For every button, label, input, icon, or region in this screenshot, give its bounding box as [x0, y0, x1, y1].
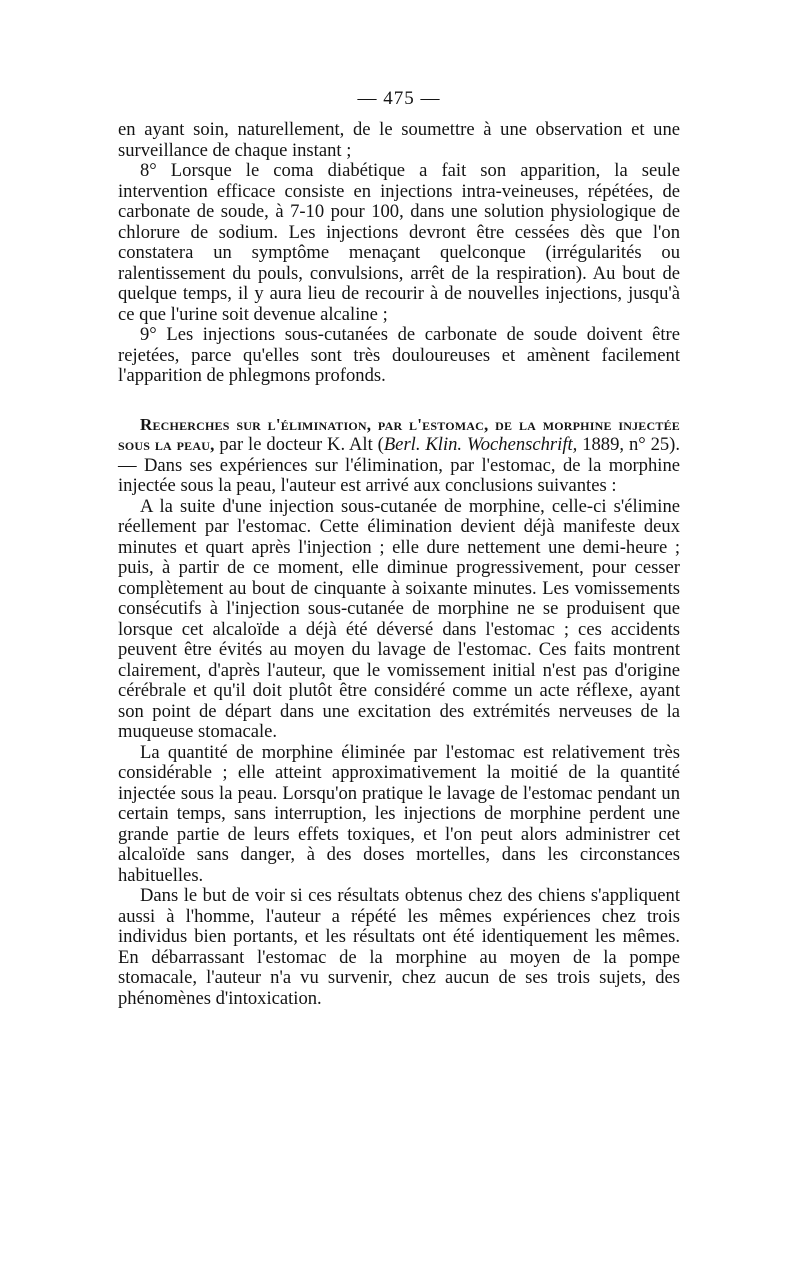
paragraph-quantity: La quantité de morphine éliminée par l'estomac est relativement très considérable ; elle atteint approximativement la moitié de la quantité injectée sous la peau. Lorsqu'on pratique le lavage de l'estomac pendant un certain temps, sans interruption, les injections de morphine perdent une grande partie de leurs effets toxiques, et l'on peut alors administrer cet alcaloïde sans danger, à des doses mortelles, dans les circonstances habituelles. — [118, 741, 680, 886]
article-heading: Recherches sur l'élimination, par l'estomac, de la morphine injectée sous la peau, — [118, 414, 680, 454]
page-number: — 475 — — [357, 88, 441, 109]
book-page — [118, 86, 680, 1009]
article-intro — [118, 415, 680, 497]
journal-name: Berl. Klin. Wochenschrift, — [383, 434, 578, 455]
article-byline: par le docteur K. Alt ( — [214, 434, 384, 455]
article-citation: 1889, n° 25). — Dans ses expériences sur l'élimination, par l'estomac, de la morphine injectée sous la peau, l'auteur est arrivé aux conclusions suivantes : — [118, 434, 680, 496]
paragraph-point-8: 8° Lorsque le coma diabétique a fait son apparition, la seule intervention efficace consiste en injections intra-veineuses, répétées, de carbonate de soude, à 7-10 pour 100, dans une solution physiologique de chlorure de sodium. Les injections devront être cessées dès que l'on constatera un symptôme menaçant quelconque (irrégularités ou ralentissement du pouls, convulsions, arrêt de la respiration). Au bout de quelque temps, il y aura lieu de recourir à de nouvelles injections, jusqu'à ce que l'urine soit devenue alcaline ; — [118, 160, 680, 325]
section-gap — [118, 387, 680, 415]
paragraph-human-trials: Dans le but de voir si ces résultats obtenus chez des chiens s'appliquent aussi à l'homme, l'auteur a répété les mêmes expériences chez trois individus bien portants, et les résultats ont été identiquement les mêmes. En débarrassant l'estomac de la morphine au moyen de la pompe stomacale, l'auteur n'a vu survenir, chez aucun de ses trois sujets, des phénomènes d'intoxication. — [118, 885, 680, 1009]
paragraph-continuation: en ayant soin, naturellement, de le soumettre à une observation et une surveillance de chaque instant ; — [118, 119, 680, 161]
paragraph-findings: A la suite d'une injection sous-cutanée de morphine, celle-ci s'élimine réellement par l'estomac. Cette élimination devient déjà manifeste deux minutes et quart après l'injection ; elle dure nettement une demi-heure ; puis, à partir de ce moment, elle diminue progressivement, pour cesser complètement au bout de cinquante à soixante minutes. Les vomissements consécutifs à l'injection sous-cutanée de morphine ne se produisent que lorsque cet alcaloïde a déjà été déversé dans l'estomac ; ces accidents peuvent être évités au moyen du lavage de l'estomac. Ces faits montrent clairement, d'après l'auteur, que le vomissement initial n'est pas d'origine cérébrale et qu'il doit plutôt être considéré comme un acte réflexe, ayant son point de départ dans une excitation des extrémités nerveuses de la muqueuse stomacale. — [118, 495, 680, 742]
paragraph-point-9: 9° Les injections sous-cutanées de carbonate de soude doivent être rejetées, parce qu'elles sont très douloureuses et amènent facilement l'apparition de phlegmons profonds. — [118, 324, 680, 386]
